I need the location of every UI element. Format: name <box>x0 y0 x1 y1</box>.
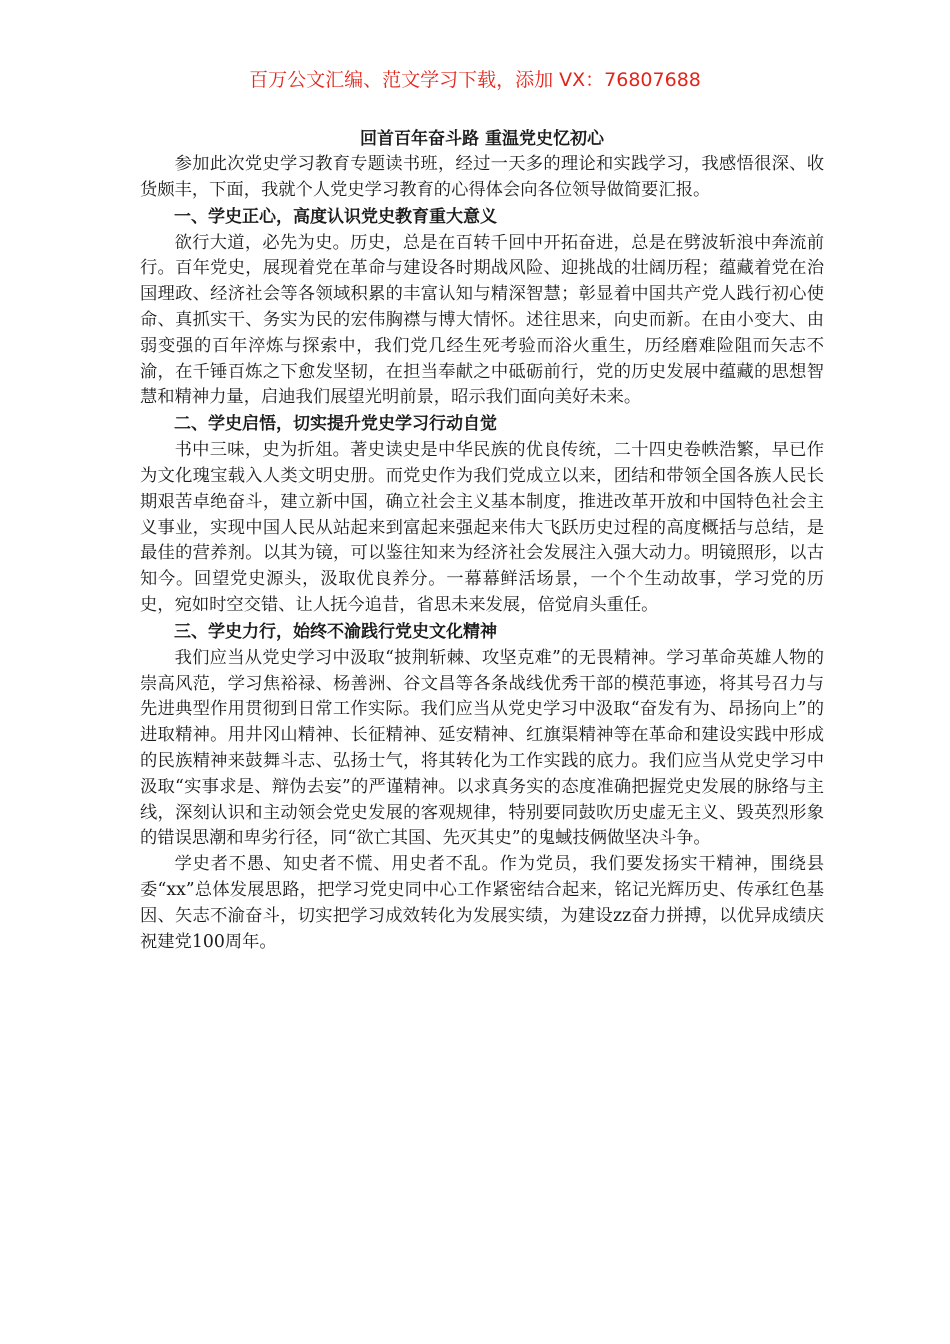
document-title: 回首百年奋斗路 重温党史忆初心 <box>360 129 604 149</box>
section-1-body: 欲行大道，必先为史。历史，总是在百转千回中开拓奋进，总是在劈波斩浪中奔流前行。百年党史，展现着党在革命与建设各时期战风险、迎挑战的壮阔历程；蕴藏着党在治国理政、经济社会等各领域积累的丰富认知与精深智慧；彰显着中国共产党人践行初心使命、真抓实干、务实为民的宏伟胸襟与博大情怀。述往思来，向史而新。在由小变大、由弱变强的百年淬炼与探索中，我们党几经生死考验而浴火重生，历经磨难险阻而矢志不渝，在千锤百炼之下愈发坚韧，在担当奉献之中砥砺前行，党的历史发展中蕴藏的思想智慧和精神力量，启迪我们展望光明前景，昭示我们面向美好未来。 <box>140 232 824 408</box>
watermark-banner: 百万公文汇编、范文学习下载，添加 VX：76807688 <box>249 69 701 91</box>
document-body <box>140 126 824 955</box>
closing-paragraph: 学史者不愚、知史者不慌、用史者不乱。作为党员，我们要发扬实干精神，围绕县委“xx”总体发展思路，把学习党史同中心工作紧密结合起来，铭记光辉历史、传承红色基因、矢志不渝奋斗，切实把学习成效转化为发展实绩，为建设zz奋力拼搏，以优异成绩庆祝建党100周年。 <box>140 854 824 952</box>
section-3-body: 我们应当从党史学习中汲取“披荆斩棘、攻坚克难”的无畏精神。学习革命英雄人物的崇高风范，学习焦裕禄、杨善洲、谷文昌等各条战线优秀干部的模范事迹，将其号召力与先进典型作用贯彻到日常工作实际。我们应当从党史学习中汲取“奋发有为、昂扬向上”的进取精神。用井冈山精神、长征精神、延安精神、红旗渠精神等在革命和建设实践中形成的民族精神来鼓舞斗志、弘扬士气，将其转化为工作实践的底力。我们应当从党史学习中汲取“实事求是、辩伪去妄”的严谨精神。以求真务实的态度准确把握党史发展的脉络与主线，深刻认识和主动领会党史发展的客观规律，特别要同鼓吹历史虚无主义、毁英烈形象的错误思潮和卑劣行径，同“欲亡其国、先灭其史”的鬼蜮技俩做坚决斗争。 <box>140 647 824 849</box>
section-2-heading: 二、学史启悟，切实提升党史学习行动自觉 <box>174 414 497 435</box>
section-2-body: 书中三味，史为折俎。著史读史是中华民族的优良传统，二十四史卷帙浩繁，早已作为文化瑰宝载入人类文明史册。而党史作为我们党成立以来，团结和带领全国各族人民长期艰苦卓绝奋斗，建立新中国，确立社会主义基本制度，推进改革开放和中国特色社会主义事业，实现中国人民从站起来到富起来强起来伟大飞跃历史过程的高度概括与总结，是最佳的营养剂。以其为镜，可以鉴往知来为经济社会发展注入强大动力。明镜照形，以古知今。回望党史源头，汲取优良养分。一幕幕鲜活场景，一个个生动故事，学习党的历史，宛如时空交错、让人抚今追昔，省思未来发展，倍觉肩头重任。 <box>140 440 824 615</box>
section-3-heading: 三、学史力行，始终不渝践行党史文化精神 <box>174 621 497 642</box>
intro-paragraph: 参加此次党史学习教育专题读书班，经过一天多的理论和实践学习，我感悟很深、收货颇丰，下面，我就个人党史学习教育的心得体会向各位领导做简要汇报。 <box>140 154 824 200</box>
section-1-heading: 一、学史正心，高度认识党史教育重大意义 <box>174 206 497 227</box>
